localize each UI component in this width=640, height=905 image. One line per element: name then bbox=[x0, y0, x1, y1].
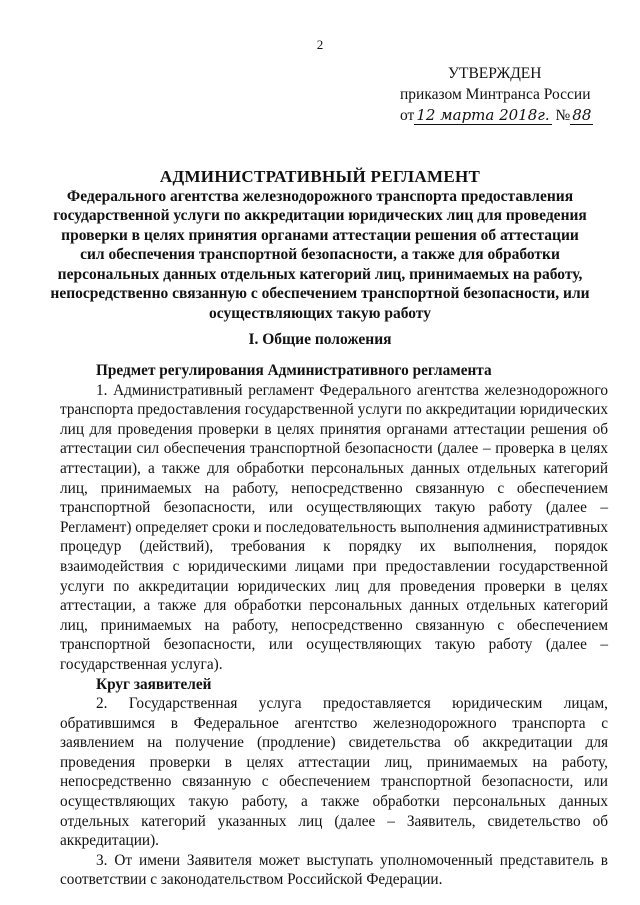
section-heading: I. Общие положения bbox=[248, 331, 392, 348]
subheading-subject: Предмет регулирования Административного регламента bbox=[96, 362, 492, 379]
paragraph-1: 1. Административный регламент Федерального агентства железнодорожного транспорта предоставления государственной услуги по аккредитации юридических лиц для проведения проверки в целях принятия органами аттестации решения об аттестации сил обеспечения транспортной безопасности (далее – проверка в целях аттестации), а также для обработки персональных данных отдельных категорий лиц, принимаемых на работу, непосредственно связанную с обеспечением транспортной безопасности, или осуществляющих такую работу (далее – Регламент) определяет сроки и последовательность выполнения административных процедур (действий), требования к порядку их выполнения, порядок взаимодействия с юридическими лицами при предоставлении государственной услуги по аккредитации юридических лиц для проведения проверки в целях аттестации, а также для обработки персональных данных отдельных категорий лиц, принимаемых на работу, непосредственно связанную с обеспечением транспортной безопасности, или осуществляющих такую работу (далее – государственная услуга). bbox=[60, 381, 608, 673]
title-main: АДМИНИСТРАТИВНЫЙ РЕГЛАМЕНТ bbox=[159, 167, 481, 186]
approval-date-handwritten: 12 марта 2018г. bbox=[416, 106, 550, 124]
subheading-applicants: Круг заявителей bbox=[96, 675, 212, 693]
approval-date-number bbox=[400, 105, 620, 126]
approval-number-prefix: № bbox=[555, 107, 571, 124]
document-body bbox=[60, 361, 608, 890]
approval-from-prefix: от bbox=[400, 107, 415, 124]
paragraph-2: 2. Государственная услуга предоставляется юридическим лицам, обратившимся в Федеральное агентство железнодорожного транспорта с заявлением на получение (продление) свидетельства об аккредитации для проведения проверки в целях аттестации лиц, принимаемых на работу, непосредственно связанную с обеспечением транспортной безопасности, или осуществляющих такую работу, а также обработки персональных данных отдельных категорий указанных лиц (далее – Заявитель, свидетельство об аккредитации). bbox=[60, 695, 608, 850]
approval-number-handwritten: 88 bbox=[572, 106, 592, 124]
paragraph-3: 3. От имени Заявителя может выступать уполномоченный представитель в соответствии с законодательством Российской Федерации. bbox=[60, 851, 608, 889]
document-title bbox=[50, 167, 590, 323]
approval-label: УТВЕРЖДЕН bbox=[448, 65, 542, 82]
title-subtitle: Федерального агентства железнодорожного транспорта предоставления государственной услуги по аккредитации юридических лиц для проведения проверки в целях принятия органами аттестации решения об аттестации сил обеспечения транспортной безопасности, а также для обработки персональных данных отдельных категорий лиц, принимаемых на работу, непосредственно связанную с обеспечением транспортной безопасности, или осуществляющих такую работу bbox=[50, 187, 590, 322]
page-number: 2 bbox=[316, 37, 324, 52]
approval-block bbox=[400, 63, 620, 126]
approval-order-by: приказом Минтранса России bbox=[400, 86, 591, 103]
